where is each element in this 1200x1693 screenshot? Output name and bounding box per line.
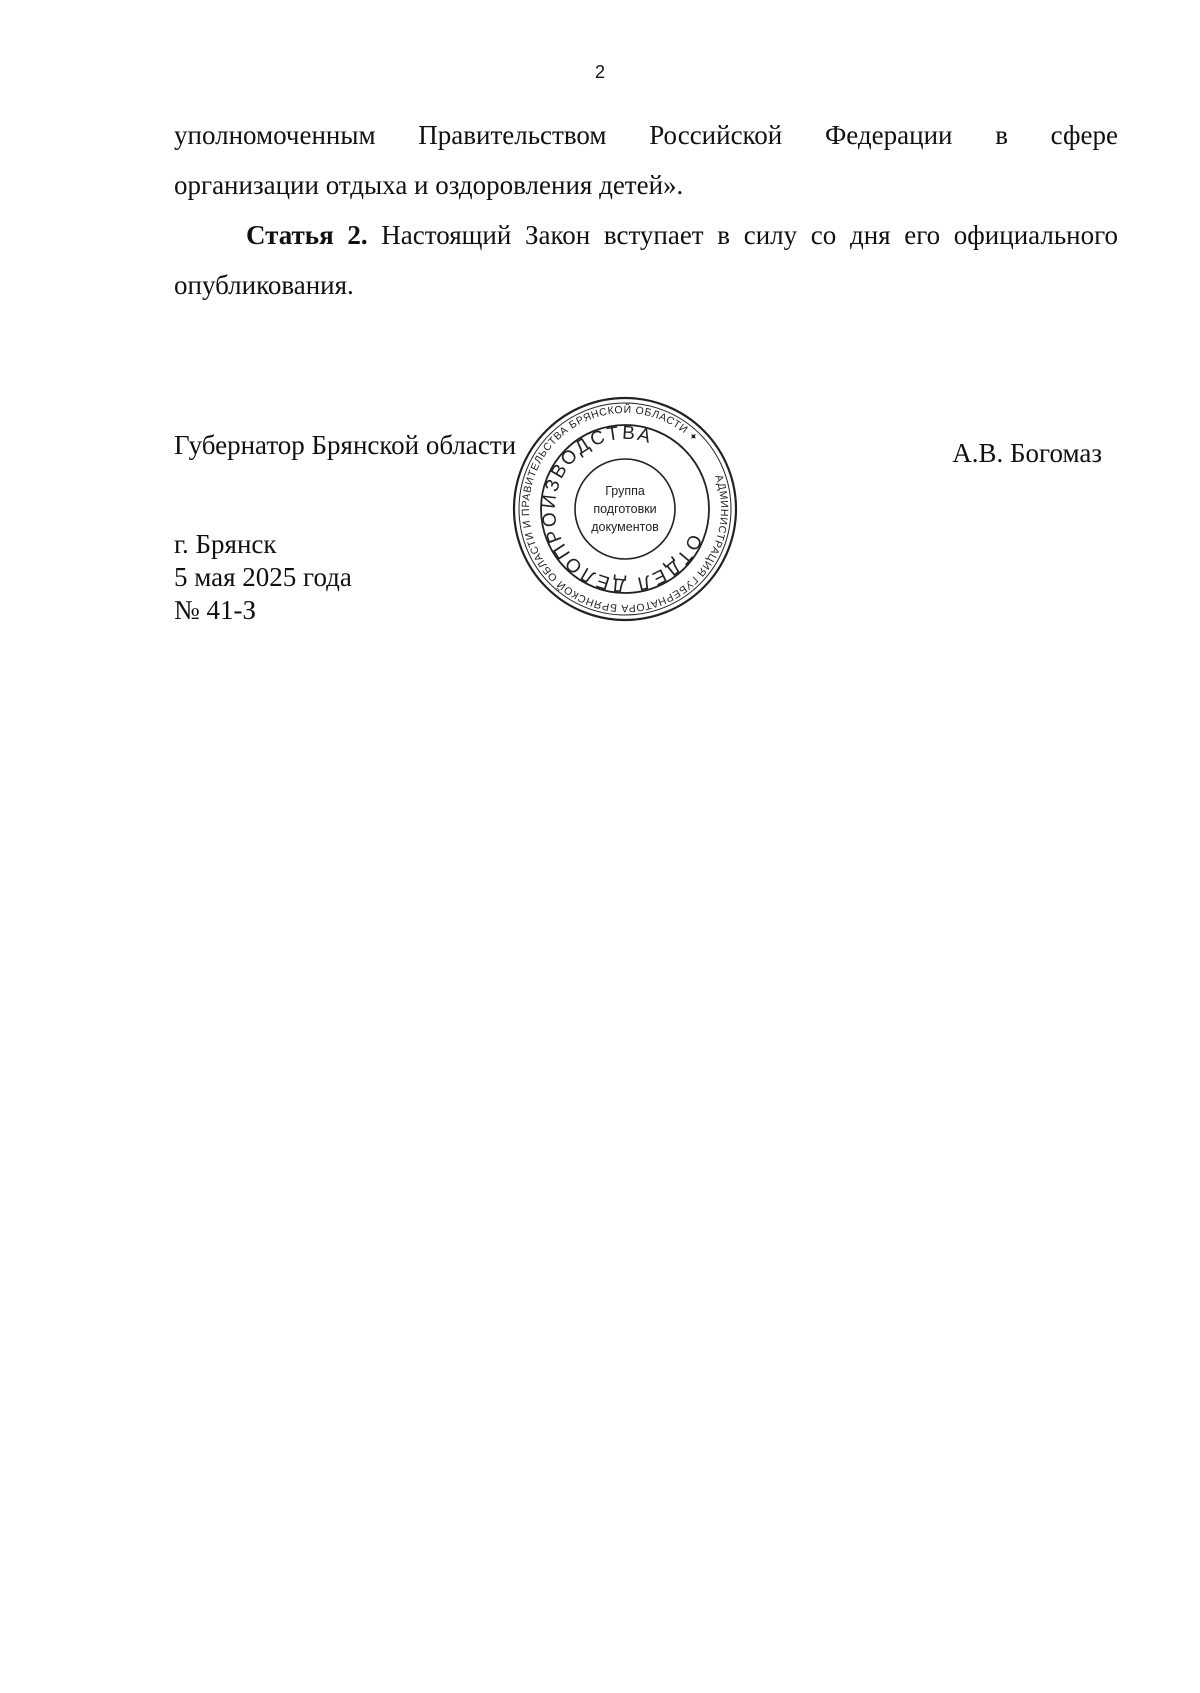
signature-title: Губернатор Брянской области — [174, 430, 517, 460]
paragraph-continuation-line-2: организации отдыха и оздоровления детей». — [174, 170, 684, 200]
official-stamp — [511, 395, 739, 623]
law-date: 5 мая 2025 года — [174, 562, 352, 592]
stamp-center-line-3: документов — [591, 520, 659, 534]
article-2-label: Статья 2. — [246, 220, 368, 250]
page-number: 2 — [594, 62, 605, 82]
word: сфере — [1050, 120, 1118, 150]
law-number: № 41-З — [174, 595, 257, 625]
paragraph-continuation-line-1 — [174, 110, 1118, 160]
stamp-seal-icon — [511, 395, 739, 623]
word: Российской — [649, 120, 783, 150]
stamp-center-line-1: Группа — [605, 484, 645, 498]
word: Федерации — [824, 120, 953, 150]
article-2-text: Настоящий Закон вступает в силу со дня его официального — [367, 220, 1119, 250]
word: Правительством — [418, 120, 607, 150]
stamp-outer-text: АДМИНИСТРАЦИЯ ГУБЕРНАТОРА БРЯНСКОЙ ОБЛАСТИ И ПРАВИТЕЛЬСТВА БРЯНСКОЙ ОБЛАСТИ ✦ — [519, 403, 731, 615]
stamp-middle-text: ОТДЕЛ ДЕЛОПРОИЗВОДСТВА — [538, 422, 706, 596]
article-2-line-2: опубликования. — [174, 270, 354, 300]
signature-name: А.В. Богомаз — [952, 438, 1102, 468]
city: г. Брянск — [174, 529, 277, 559]
article-2-line-1 — [174, 210, 1118, 260]
word: уполномоченным — [174, 120, 376, 150]
stamp-center-line-2: подготовки — [593, 502, 657, 516]
place-date-block — [174, 528, 352, 627]
document-body — [174, 110, 1118, 310]
word: в — [995, 120, 1008, 150]
